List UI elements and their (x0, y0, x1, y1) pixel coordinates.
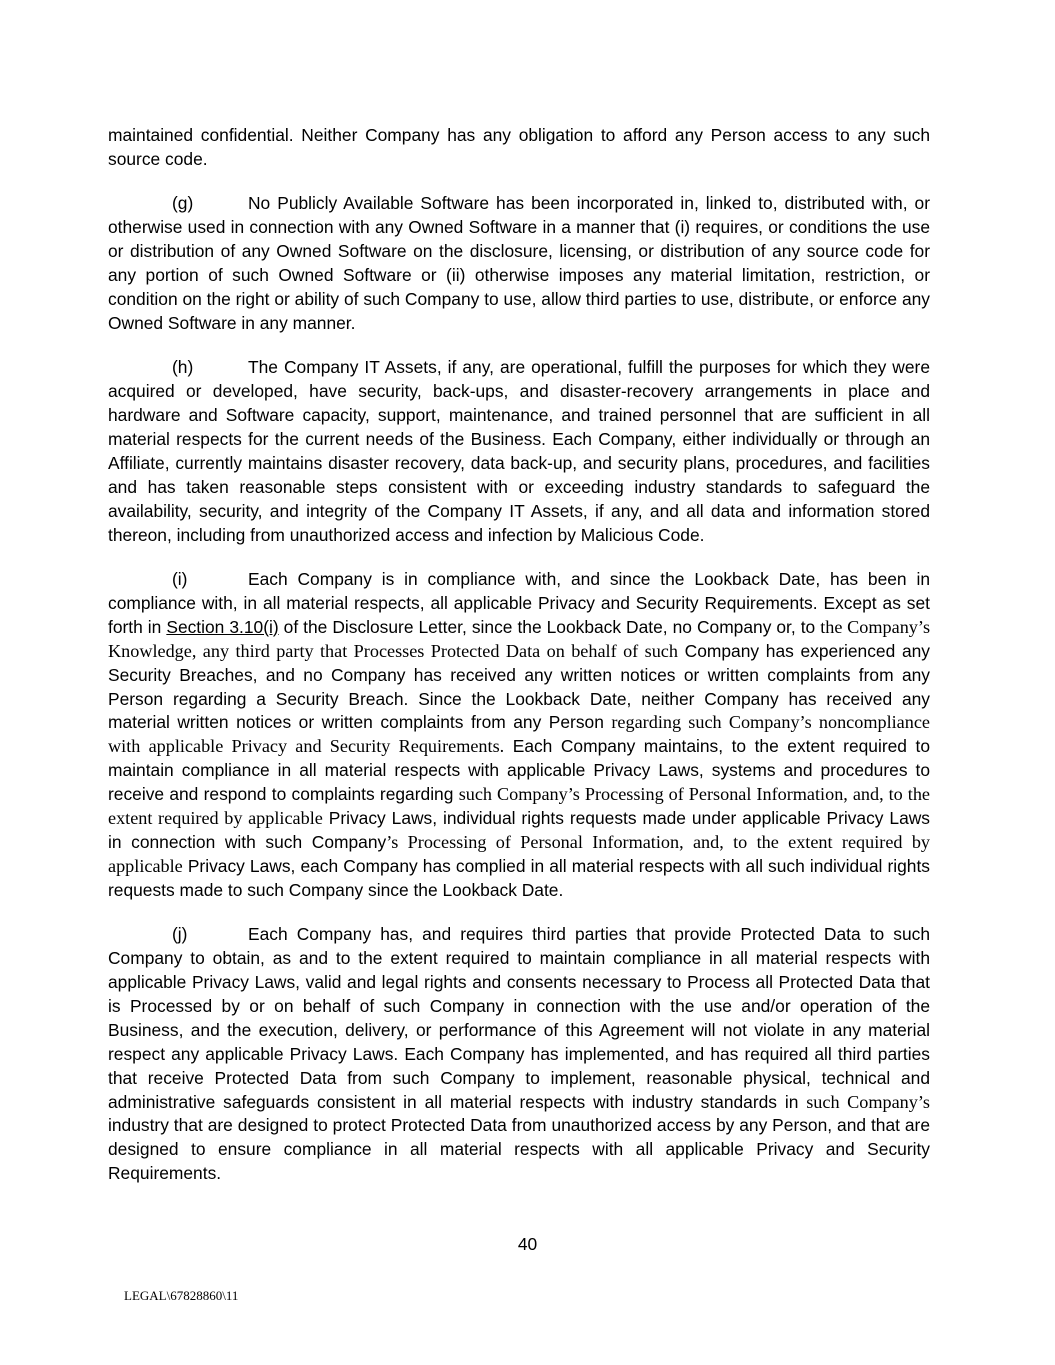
document-body (108, 124, 930, 1207)
section-i-paragraph (108, 568, 930, 903)
section-j-text-2: industry that are designed to protect Protected Data from unauthorized access by any Person, and that are designed to ensure compliance in all material respects with all applicable Privacy and Security Requirements. (108, 1115, 930, 1184)
section-i-text-5: Privacy Laws, individual rights requests made under applicable Privacy Laws in connection with such Company (108, 808, 930, 852)
section-g-marker: (g) (172, 193, 194, 214)
document-id: LEGAL\67828860\11 (124, 1288, 239, 1303)
section-g-text: No Publicly Available Software has been incorporated in, linked to, distributed with, or otherwise used in connection with any Owned Software in a manner that (i) requires, or conditions the use or distribution of any Owned Software on the disclosure, licensing, or distribution of any source code for any portion of such Owned Software or (ii) otherwise imposes any material limitation, restriction, or condition on the right or ability of such Company to use, allow third parties to use, distribute, or enforce any Owned Software in any manner. (108, 193, 930, 333)
section-i-text-3: Company has experienced any Security Breaches, and no Company has received any written notices or written complaints from any Person regarding a Security Breach. Since the Lookback Date, neither Company has received any material written notices or written complaints from any Person (108, 640, 930, 733)
section-i-text-1: Each Company is in compliance with, and since the Lookback Date, has been in compliance with, in all material respects, all applicable Privacy and Security Requirements. Except as set forth in (108, 569, 930, 637)
page-number: 40 (517, 1234, 538, 1254)
section-j-paragraph (108, 923, 930, 1186)
section-i-serif-2: regarding such Company’s noncompliance with applicable Privacy and Security Requirements. (108, 712, 930, 757)
section-j-text-1: Each Company has, and requires third parties that provide Protected Data to such Company to obtain, as and to the extent required to maintain compliance in all material respects with applicable Privacy Laws, valid and legal rights and consents necessary to Process all Protected Data that is Processed by or on behalf of such Company in connection with the use and/or operation of the Business, and the execution, delivery, or performance of this Agreement will not violate in any material respect any applicable Privacy Laws. Each Company has implemented, and has required all third parties that receive Protected Data from such Company to implement, reasonable physical, technical and administrative safeguards consistent in all material respects with industry standards in (108, 924, 930, 1112)
section-i-serif-1: the Company’s Knowledge, any third party that Processes Protected Data on behalf of such (108, 616, 931, 661)
section-g-paragraph (108, 192, 930, 335)
section-i-serif-3: such Company’s Processing of Personal Information, and, to the extent required by applicable (108, 784, 930, 829)
section-j-serif-1: such Company’s (806, 1091, 930, 1112)
section-i-text-2: of the Disclosure Letter, since the Lookback Date, no Company or, to (278, 616, 821, 637)
section-h-paragraph (108, 356, 930, 547)
intro-paragraph (108, 124, 930, 172)
section-i-serif-4: ’s Processing of Personal Information, and, to the extent required by applicable (108, 831, 931, 876)
section-h-marker: (h) (172, 357, 194, 378)
section-3-10-i-reference: Section 3.10(i) (166, 616, 279, 637)
intro-text: maintained confidential. Neither Company has any obligation to afford any Person access to any such source code. (108, 125, 930, 169)
section-i-text-6: Privacy Laws, each Company has complied in all material respects with all such individual rights requests made to such Company since the Lookback Date. (108, 855, 930, 900)
section-h-text: The Company IT Assets, if any, are operational, fulfill the purposes for which they were acquired or developed, have security, back-ups, and disaster-recovery arrangements in place and hardware and Software capacity, support, maintenance, and trained personnel that are sufficient in all material respects for the current needs of the Business. Each Company, either individually or through an Affiliate, currently maintains disaster recovery, data back-up, and security plans, procedures, and facilities and has taken reasonable steps consistent with or exceeding industry standards to safeguard the availability, security, and integrity of the Company IT Assets, if any, and all data and information stored thereon, including from unauthorized access and infection by Malicious Code. (108, 357, 930, 545)
section-i-marker: (i) (172, 569, 188, 589)
section-i-text-4: Each Company maintains, to the extent required to maintain compliance in all material respects with applicable Privacy Laws, systems and procedures to receive and respond to complaints regarding (108, 736, 930, 805)
section-j-marker: (j) (172, 924, 188, 945)
